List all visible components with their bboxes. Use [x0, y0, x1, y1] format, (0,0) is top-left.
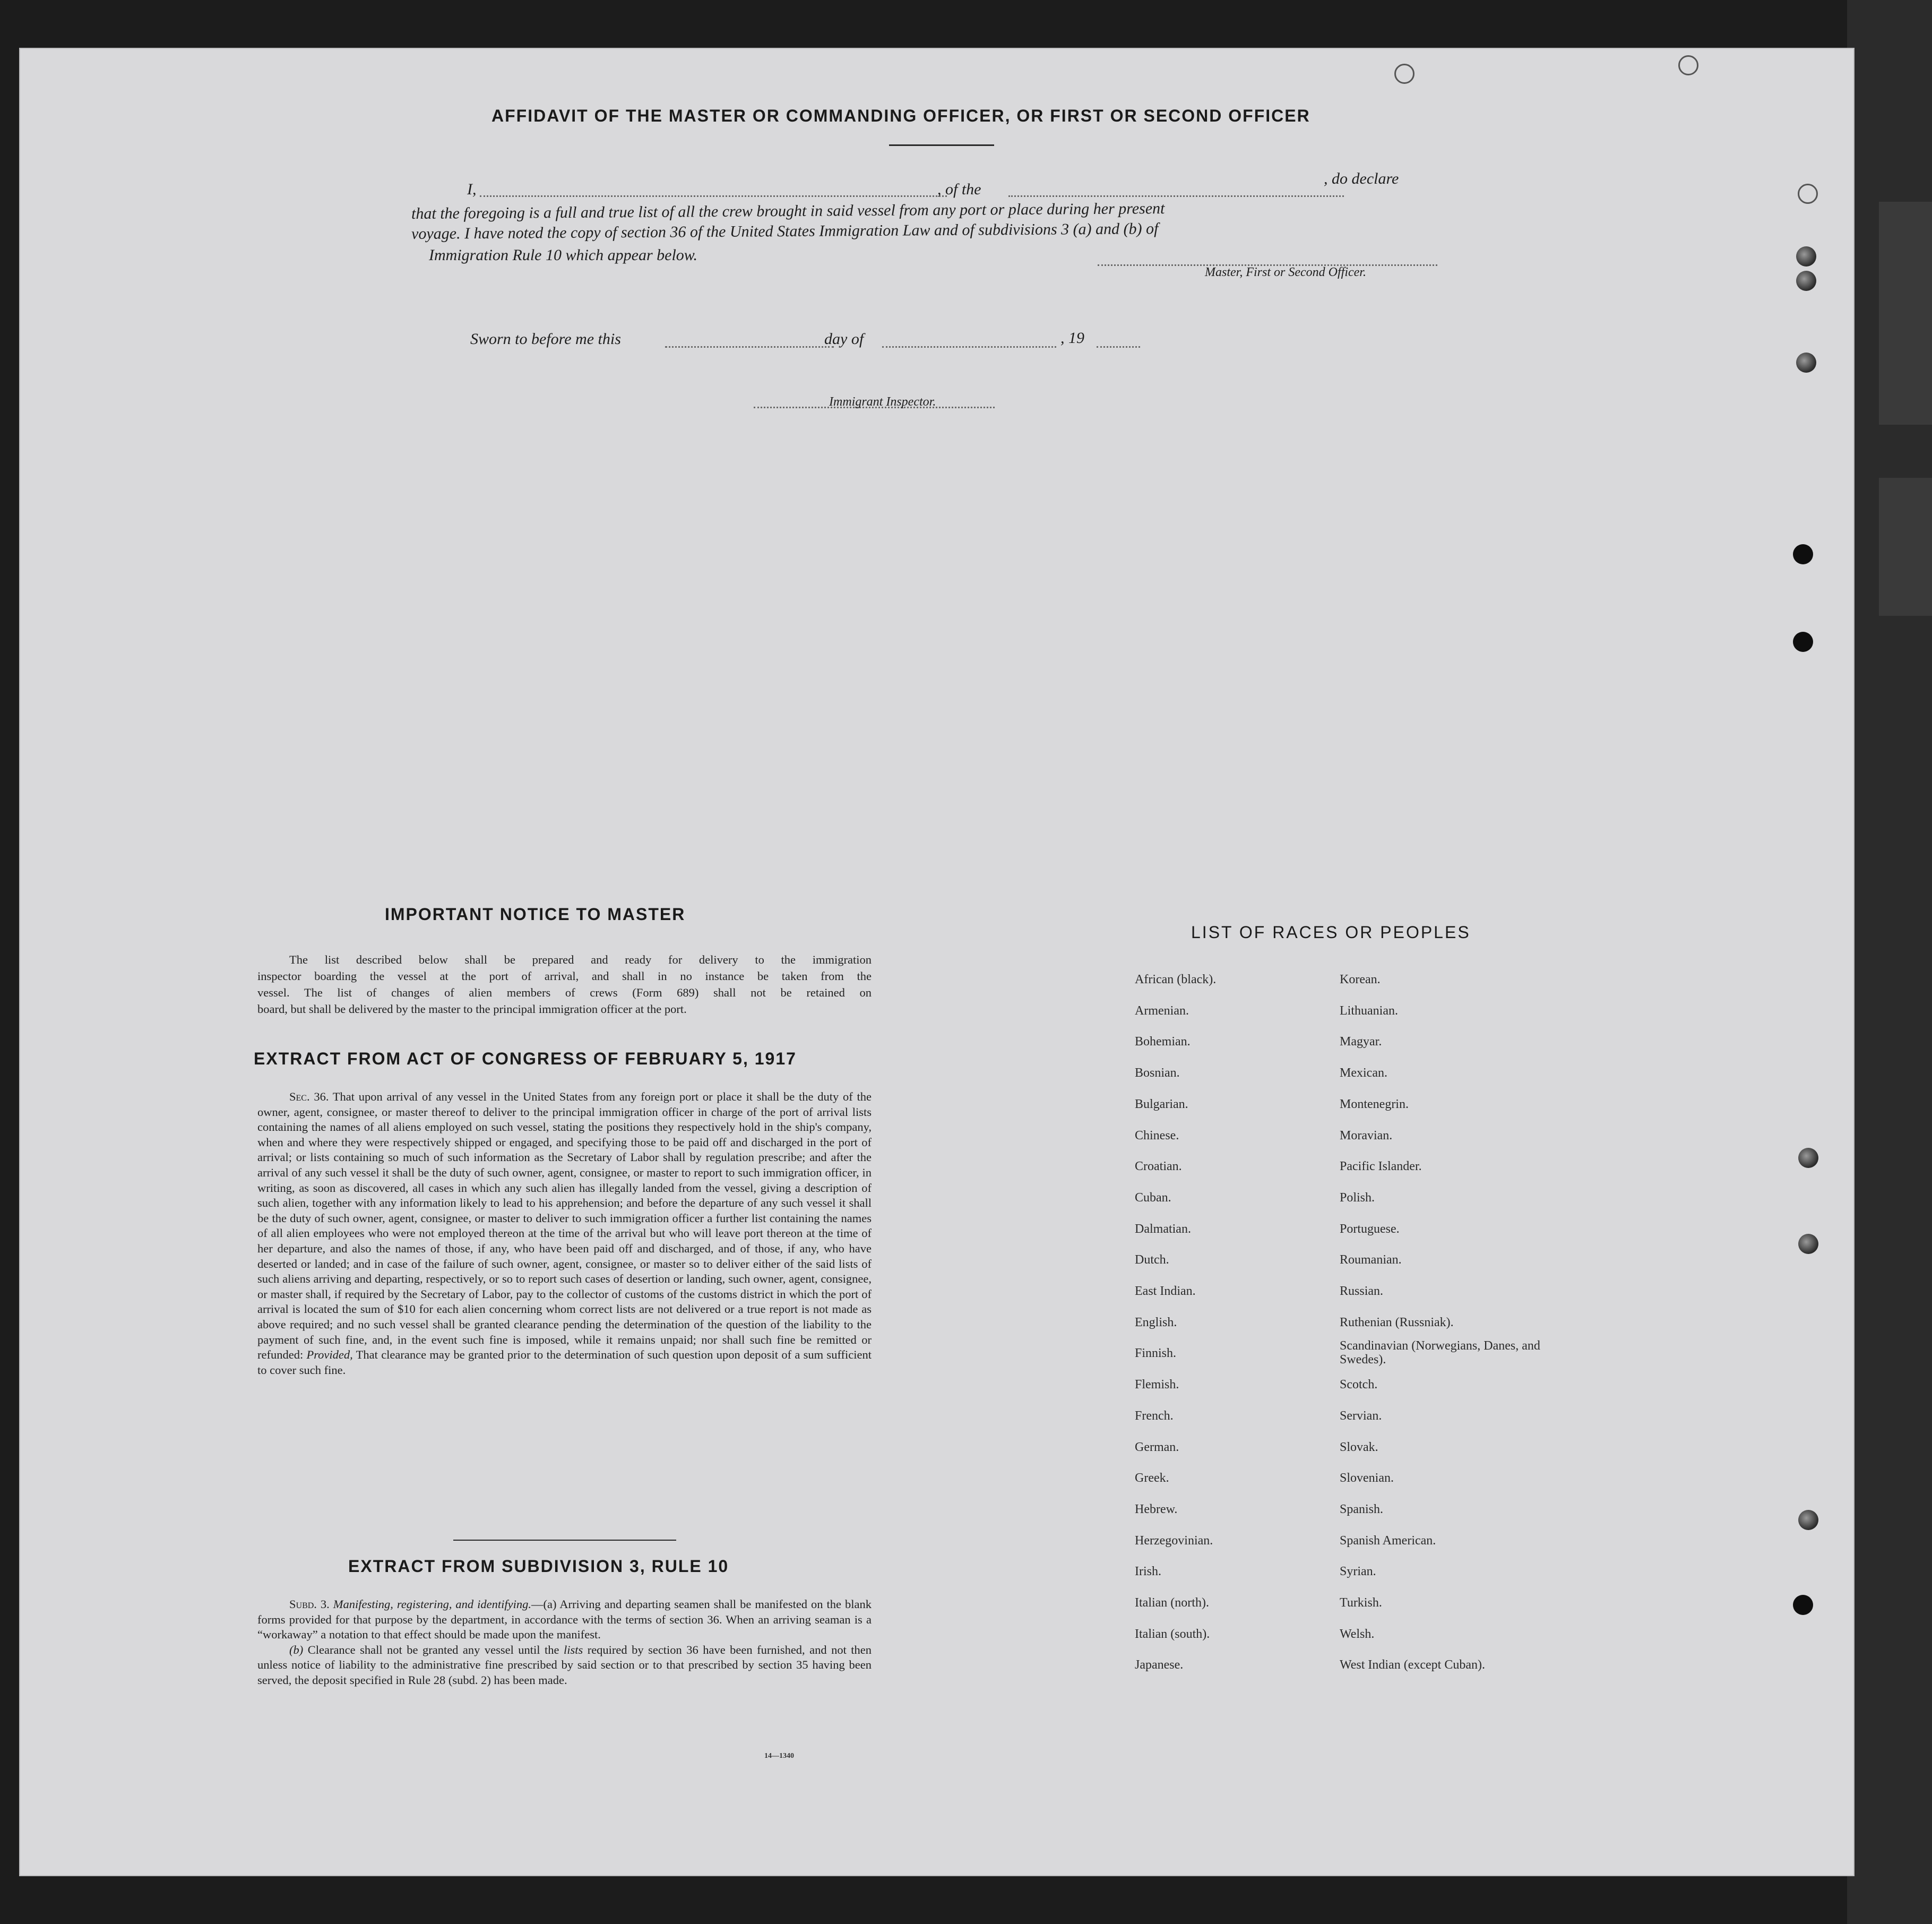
para-b-lists: lists — [563, 1643, 583, 1656]
race-item: German. — [1135, 1440, 1179, 1454]
race-item: Dalmatian. — [1135, 1222, 1191, 1236]
notice-line: vessel. The list of changes of alien members of crews (Form 689) shall not be retained on — [257, 986, 872, 999]
punch-hole — [1793, 632, 1813, 652]
section-36-text-end: That clearance may be granted prior to the determination of such question upon deposit of a sum sufficient to cover such fine. — [257, 1348, 872, 1377]
sworn-label: Sworn to before me this — [470, 330, 621, 348]
provided-label: Provided, — [306, 1348, 353, 1362]
race-item: Armenian. — [1135, 1003, 1189, 1018]
sworn-month-field[interactable] — [882, 346, 1056, 348]
para-a-prefix: —(a) — [531, 1597, 557, 1611]
punch-hole — [1793, 544, 1813, 564]
race-item: Dutch. — [1135, 1253, 1169, 1267]
signature-caption: Master, First or Second Officer. — [1205, 265, 1366, 279]
race-item: Croatian. — [1135, 1159, 1182, 1174]
race-item: Lithuanian. — [1340, 1003, 1398, 1018]
race-item: Flemish. — [1135, 1378, 1179, 1392]
race-item: Hebrew. — [1135, 1502, 1178, 1516]
para-a-text: Arriving and departing seamen shall be manifested on the blank forms provided for that purpose by the department, in accordance with the terms of section 36. When an arriving seaman is a “workaway” a notation to that effect should be made upon the manifest. — [257, 1597, 872, 1642]
punch-hole — [1678, 55, 1698, 75]
race-item: Spanish American. — [1340, 1533, 1436, 1548]
form-number: 14—1340 — [764, 1752, 794, 1760]
section-label: Sec. 36. — [289, 1090, 329, 1103]
para-b-text-1: Clearance shall not be granted any vessel until the — [307, 1643, 559, 1656]
race-item: French. — [1135, 1408, 1174, 1423]
race-item: Welsh. — [1340, 1627, 1375, 1641]
race-item: Scandinavian (Norwegians, Danes, and Swedes). — [1340, 1339, 1540, 1367]
race-item: Roumanian. — [1340, 1253, 1402, 1267]
punch-hole — [1796, 271, 1816, 291]
race-item: Spanish. — [1340, 1502, 1384, 1516]
race-item: Portuguese. — [1340, 1222, 1400, 1236]
act-extract-title: EXTRACT FROM ACT OF CONGRESS OF FEBRUARY 5, 1917 — [254, 1049, 797, 1068]
act-extract-rule — [453, 1540, 676, 1541]
race-item: Chinese. — [1135, 1128, 1179, 1143]
race-item: Italian (south). — [1135, 1627, 1210, 1641]
race-item: Korean. — [1340, 973, 1381, 986]
race-item: Scotch. — [1340, 1378, 1378, 1392]
race-item: Slovak. — [1340, 1440, 1378, 1454]
vessel-name-field[interactable] — [1008, 195, 1344, 197]
subdivision-a — [257, 1597, 872, 1643]
notice-line: board, but shall be delivered by the master to the principal immigration officer at the port. — [257, 1002, 687, 1016]
race-item: African (black). — [1135, 973, 1217, 986]
act-extract-body — [257, 1089, 872, 1378]
affidavit-body-line-3: Immigration Rule 10 which appear below. — [429, 246, 698, 264]
affidavit-i-label: I, — [467, 181, 477, 198]
race-item: Syrian. — [1340, 1565, 1376, 1579]
year-label: , 19 — [1060, 329, 1084, 347]
affidavit-of-the-label: , of the — [937, 181, 981, 198]
subd-label: Subd. 3. — [289, 1597, 330, 1611]
race-item: Pacific Islander. — [1340, 1159, 1422, 1174]
race-item: Moravian. — [1340, 1128, 1393, 1143]
inspector-caption: Immigrant Inspector. — [829, 395, 936, 409]
sworn-day-field[interactable] — [665, 346, 834, 348]
notice-line: The list described below shall be prepared and ready for delivery to the immigration — [289, 953, 872, 966]
notice-line: inspector boarding the vessel at the port of arrival, and shall in no instance be taken from the — [257, 969, 872, 983]
punch-hole — [1796, 246, 1816, 267]
notice-body — [257, 951, 872, 1017]
affidavit-body-line-2: voyage. I have noted the copy of section 36 of the United States Immigration Law and of subdivisions 3 (a) and (b) of — [411, 220, 1159, 243]
punch-hole — [1793, 1595, 1813, 1615]
punch-hole — [1798, 1510, 1818, 1530]
manifest-back-page — [20, 49, 1853, 1875]
punch-hole — [1796, 353, 1816, 373]
day-of-label: day of — [824, 330, 864, 348]
race-item: English. — [1135, 1315, 1177, 1329]
para-b-text-2: required by section 36 have been furnished, and not then unless notice of liability to the administrative fine prescribed by said section or to that prescribed by section 35 having been served, the deposit specified in Rule 28 (subd. 2) has been made. — [257, 1643, 872, 1687]
affidavit-body-line-1: that the foregoing is a full and true list of all the crew brought in said vessel from any port or place during her present — [411, 200, 1165, 222]
race-item: Greek. — [1135, 1471, 1169, 1485]
race-item: Polish. — [1340, 1190, 1375, 1205]
master-name-field[interactable] — [480, 195, 947, 197]
rule-extract-title: EXTRACT FROM SUBDIVISION 3, RULE 10 — [348, 1557, 729, 1576]
para-b-prefix: (b) — [289, 1643, 304, 1656]
race-item: West Indian (except Cuban). — [1340, 1658, 1485, 1672]
race-item: Montenegrin. — [1340, 1097, 1409, 1111]
race-item: Servian. — [1340, 1408, 1382, 1423]
subdivision-b — [257, 1643, 872, 1688]
race-item: Bosnian. — [1135, 1066, 1180, 1080]
race-item: Russian. — [1340, 1284, 1384, 1298]
race-item: Japanese. — [1135, 1658, 1184, 1672]
section-36-text: That upon arrival of any vessel in the United States from any foreign port or place it shall be the duty of the owner, agent, consignee, or master thereof to deliver to the principal immigration officer in charge of the port of arrival lists containing the names of all aliens employed on such vessel, stating the positions they respectively hold in the ship's company, when and where they were respectively shipped or engaged, and specifying those to be paid off and discharged in the port of arrival; or lists containing so much of such information as the Secretary of Labor shall by regulation prescribe; and after the arrival of any such vessel it shall be the duty of such owner, agent, consignee, or master to report to such immigration officer, in writing, as soon as discovered, all cases in which any such alien has illegally landed from the vessel, giving a description of such alien, together with any information likely to lead to his apprehension; and before the departure of any such vessel it shall be the duty of such owner, agent, consignee, or master to deliver to such immigration officer a further list containing the names of all alien employees who were not employed thereon at the time of the arrival but who will leave port thereon at the time of her departure, and also the names of those, if any, who have been paid off and discharged, and of those, if any, who have deserted or landed; and in case of the failure of such owner, agent, consignee, or master so to deliver either of the said lists of such aliens arriving and departing, respectively, or so to report such cases of desertion or landing, such owner, agent, consignee, or master shall, if required by the Secretary of Labor, pay to the collector of customs of the customs district in which the port of arrival is located the sum of $10 for each alien concerning whom correct lists are not delivered or a true report is not made as above required; and no such vessel shall be granted clearance pending the determination of the question of the liability to the payment of such fine, and, in the event such fine is imposed, while it remains unpaid; nor shall such fine be remitted or refunded: — [257, 1090, 872, 1362]
race-item: Herzegovinian. — [1135, 1533, 1213, 1548]
race-item: Cuban. — [1135, 1190, 1171, 1205]
race-item: Bohemian. — [1135, 1035, 1191, 1049]
adjacent-page-edge — [1847, 0, 1932, 1924]
race-item: Irish. — [1135, 1565, 1161, 1579]
affidavit-title: AFFIDAVIT OF THE MASTER OR COMMANDING OFFICER, OR FIRST OR SECOND OFFICER — [491, 106, 1310, 125]
notice-title: IMPORTANT NOTICE TO MASTER — [385, 905, 686, 924]
race-item: Bulgarian. — [1135, 1097, 1188, 1111]
punch-hole — [1798, 1234, 1818, 1254]
race-item: Magyar. — [1340, 1035, 1382, 1049]
race-item: East Indian. — [1135, 1284, 1196, 1298]
sworn-year-field[interactable] — [1097, 346, 1140, 348]
affidavit-do-declare-label: , do declare — [1324, 170, 1399, 187]
punch-hole — [1394, 64, 1414, 84]
race-item: Turkish. — [1340, 1596, 1382, 1610]
races-title: LIST OF RACES OR PEOPLES — [1191, 923, 1471, 942]
affidavit-title-rule — [889, 144, 994, 146]
race-item: Finnish. — [1135, 1346, 1177, 1361]
race-item: Slovenian. — [1340, 1471, 1394, 1485]
race-item: Italian (north). — [1135, 1596, 1209, 1610]
punch-hole — [1798, 184, 1818, 204]
rule-extract-body — [257, 1597, 872, 1688]
subd-heading: Manifesting, registering, and identifying. — [333, 1597, 532, 1611]
race-item: Mexican. — [1340, 1066, 1387, 1080]
race-item: Ruthenian (Russniak). — [1340, 1315, 1454, 1329]
punch-hole — [1798, 1148, 1818, 1168]
